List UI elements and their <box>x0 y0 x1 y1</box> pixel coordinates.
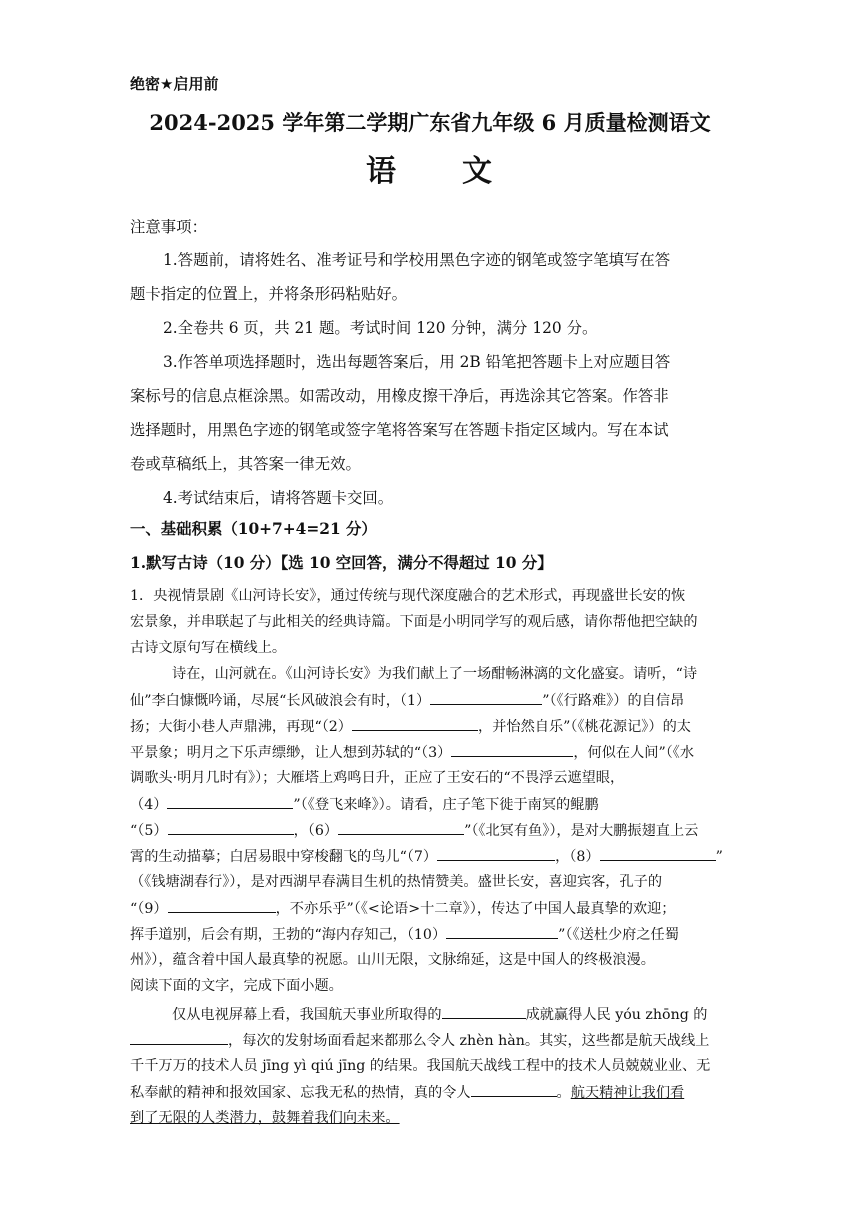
underlined-sentence: 航天精神让我们看 <box>570 1085 685 1101</box>
reading-blank-2[interactable] <box>130 1030 228 1045</box>
reading-line: 仅从电视屏幕上看，我国航天事业所取得的 成就赢得人民 yóu zhōng 的 <box>172 1004 772 1025</box>
passage-line: 州》），蕴含着中国人最真挚的祝愿。山川无限，文脉绵延，这是中国人的终极浪漫。 <box>130 952 655 968</box>
reading-blank-3[interactable] <box>471 1082 557 1097</box>
passage-line: “（9） ，不亦乐乎”（《<论语>十二章》），传达了中国人最真挚的欢迎； <box>130 898 730 919</box>
answer-blank-5[interactable] <box>168 820 294 835</box>
question-intro-line: 古诗文原句写在横线上。 <box>130 640 287 656</box>
section-heading: 一、基础积累（10+7+4=21 分） <box>130 520 377 538</box>
question-intro-line: 宏景象，并串联起了与此相关的经典诗篇。下面是小明同学写的观后感，请你帮他把空缺的 <box>130 614 698 630</box>
reading-blank-1[interactable] <box>442 1004 526 1019</box>
exam-title: 2024-2025 学年第二学期广东省九年级 6 月质量检测语文 <box>149 110 711 135</box>
secret-label: 绝密★启用前 <box>130 75 219 93</box>
reading-line: 千千万万的技术人员 jīng yì qiú jīng 的结果。我国航天战线工程中的技术人员兢兢业业、无 <box>130 1058 711 1074</box>
reading-intro: 阅读下面的文字，完成下面小题。 <box>130 978 343 994</box>
passage-line: 霄的生动描摹；白居易眼中穿梭翻飞的鸟儿“（7） ，（8） ” <box>130 846 730 867</box>
passage-line: 挥手道别，后会有期，王勃的“海内存知己，（10） ”（《送杜少府之任蜀 <box>130 924 730 945</box>
reading-line: ，每次的发射场面看起来都那么令人 zhèn hàn。其实，这些都是航天战线上 <box>130 1030 730 1051</box>
passage-line: 扬；大街小巷人声鼎沸，再现“（2） ，并怡然自乐”（《桃花源记》）的太 <box>130 716 730 737</box>
question-heading: 1.默写古诗（10 分）【选 10 空回答，满分不得超过 10 分】 <box>130 554 553 572</box>
answer-blank-1[interactable] <box>430 690 542 705</box>
question-intro-line: 1．央视情景剧《山河诗长安》，通过传统与现代深度融合的艺术形式，再现盛世长安的恢 <box>130 588 686 604</box>
notice-line: 3.作答单项选择题时，选出每题答案后，用 2B 铅笔把答题卡上对应题目答 <box>163 353 671 371</box>
answer-blank-10[interactable] <box>446 924 558 939</box>
notice-line: 2.全卷共 6 页，共 21 题。考试时间 120 分钟，满分 120 分。 <box>163 319 598 337</box>
subject-title: 语 文 <box>366 154 494 189</box>
passage-line: 仙”李白慷慨吟诵，尽展“长风破浪会有时，（1） ”（《行路难》）的自信昂 <box>130 690 730 711</box>
answer-blank-2[interactable] <box>352 716 478 731</box>
answer-blank-4[interactable] <box>167 794 293 809</box>
notice-line: 题卡指定的位置上，并将条形码粘贴好。 <box>130 285 408 303</box>
answer-blank-3[interactable] <box>451 742 573 757</box>
notice-heading: 注意事项： <box>130 218 207 236</box>
notice-line: 4.考试结束后，请将答题卡交回。 <box>163 489 394 507</box>
answer-blank-6[interactable] <box>338 820 464 835</box>
underlined-sentence: 到了无限的人类潜力，鼓舞着我们向未来。 <box>130 1110 400 1126</box>
notice-line: 卷或草稿纸上，其答案一律无效。 <box>130 455 361 473</box>
answer-blank-8[interactable] <box>600 846 716 861</box>
passage-line: （《钱塘湖春行》），是对西湖早春满目生机的热情赞美。盛世长安，喜迎宾客，孔子的 <box>130 874 663 890</box>
notice-line: 选择题时，用黑色字迹的钢笔或签字笔将答案写在答题卡指定区域内。写在本试 <box>130 421 669 439</box>
passage-line: 平景象；明月之下乐声缥缈，让人想到苏轼的“（3） ，何似在人间”（《水 <box>130 742 730 763</box>
passage-line: “（5） ，（6） ”（《北冥有鱼》），是对大鹏振翅直上云 <box>130 820 730 841</box>
reading-line: 私奉献的精神和报效国家、忘我无私的热情，真的令人 。航天精神让我们看 <box>130 1082 730 1103</box>
notice-line: 1.答题前，请将姓名、准考证号和学校用黑色字迹的钢笔或签字笔填写在答 <box>163 251 671 269</box>
passage-line: （4） ”（《登飞来峰》）。请看，庄子笔下徙于南冥的鲲鹏 <box>130 794 730 815</box>
notice-line: 案标号的信息点框涂黑。如需改动，用橡皮擦干净后，再选涂其它答案。作答非 <box>130 387 669 405</box>
passage-line: 调歌头·明月几时有》）；大雁塔上鸡鸣日升，正应了王安石的“不畏浮云遮望眼， <box>130 770 625 786</box>
answer-blank-7[interactable] <box>437 846 555 861</box>
answer-blank-9[interactable] <box>168 898 276 913</box>
passage-line: 诗在，山河就在。《山河诗长安》为我们献上了一场酣畅淋漓的文化盛宴。请听，“诗 <box>172 666 698 682</box>
